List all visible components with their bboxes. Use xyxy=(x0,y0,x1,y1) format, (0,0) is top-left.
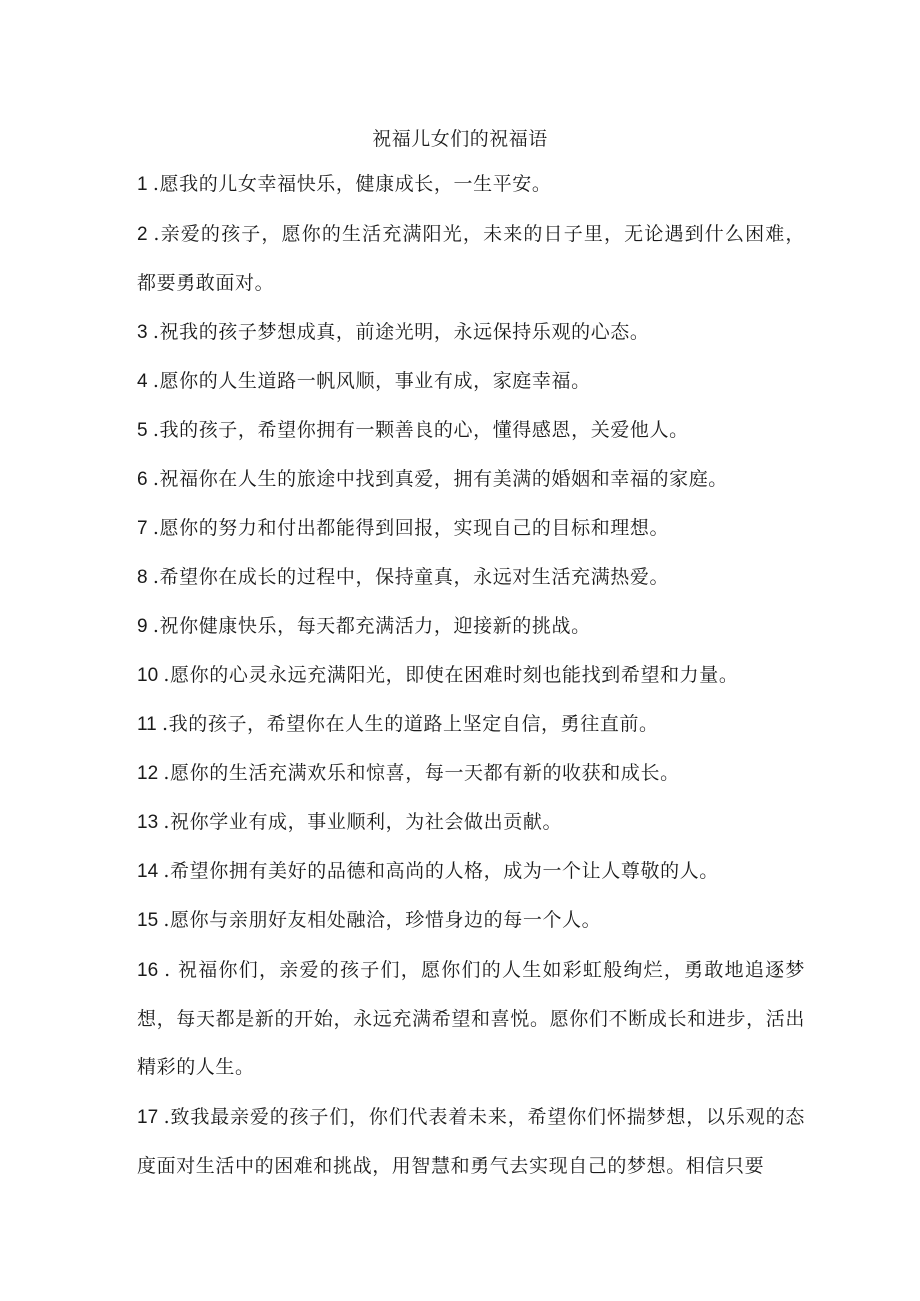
item-text: . 祝福你们，亲爱的孩子们，愿你们的人生如彩虹般绚烂，勇敢地追逐梦想，每天都是新的开始，永远充满希望和喜悦。愿你们不断成长和进步，活出精彩的人生。 xyxy=(137,959,805,1078)
list-item xyxy=(137,946,805,1091)
blessing-list xyxy=(137,170,805,1201)
item-text: .希望你拥有美好的品德和高尚的人格，成为一个让人尊敬的人。 xyxy=(163,860,719,882)
item-number: 5 xyxy=(137,420,148,441)
item-number: 15 xyxy=(137,910,159,931)
item-number: 9 xyxy=(137,616,148,637)
item-number: 4 xyxy=(137,371,148,392)
item-text: .亲爱的孩子，愿你的生活充满阳光，未来的日子里，无论遇到什么困难，都要勇敢面对。 xyxy=(137,223,806,294)
list-item xyxy=(137,759,805,788)
list-item xyxy=(137,808,805,837)
item-text: .致我最亲爱的孩子们，你们代表着未来，希望你们怀揣梦想，以乐观的态度面对生活中的困难和挑战，用智慧和勇气去实现自己的梦想。相信只要 xyxy=(137,1106,805,1177)
item-text: .祝福你在人生的旅途中找到真爱，拥有美满的婚姻和幸福的家庭。 xyxy=(152,468,728,490)
item-text: .我的孩子，希望你拥有一颗善良的心，懂得感恩，关爱他人。 xyxy=(152,419,689,441)
item-number: 7 xyxy=(137,518,148,539)
item-number: 6 xyxy=(137,469,148,490)
item-number: 1 xyxy=(137,174,148,195)
item-number: 13 xyxy=(137,812,159,833)
item-text: .希望你在成长的过程中，保持童真，永远对生活充满热爱。 xyxy=(152,566,670,588)
list-item xyxy=(137,416,805,445)
list-item xyxy=(137,710,805,739)
list-item xyxy=(137,210,805,307)
item-text: .我的孩子，希望你在人生的道路上坚定自信，勇往直前。 xyxy=(162,713,659,735)
item-text: .祝我的孩子梦想成真，前途光明，永远保持乐观的心态。 xyxy=(152,321,650,343)
item-text: .祝你学业有成，事业顺利，为社会做出贡献。 xyxy=(163,811,563,833)
list-item xyxy=(137,661,805,690)
item-text: .愿你与亲朋好友相处融洽，珍惜身边的每一个人。 xyxy=(163,909,602,931)
item-number: 3 xyxy=(137,322,148,343)
item-number: 17 xyxy=(137,1107,159,1128)
item-number: 11 xyxy=(137,714,157,735)
document-title: 祝福儿女们的祝福语 xyxy=(372,128,548,150)
item-number: 16 xyxy=(137,960,159,981)
list-item xyxy=(137,857,805,886)
list-item xyxy=(137,465,805,494)
item-text: .愿你的人生道路一帆风顺，事业有成，家庭幸福。 xyxy=(152,370,591,392)
list-item xyxy=(137,170,805,199)
item-text: .愿我的儿女幸福快乐，健康成长，一生平安。 xyxy=(152,173,552,195)
item-text: .祝你健康快乐，每天都充满活力，迎接新的挑战。 xyxy=(152,615,591,637)
list-item xyxy=(137,318,805,347)
item-text: .愿你的努力和付出都能得到回报，实现自己的目标和理想。 xyxy=(152,517,670,539)
item-number: 14 xyxy=(137,861,159,882)
list-item xyxy=(137,1093,805,1190)
item-text: .愿你的心灵永远充满阳光，即使在困难时刻也能找到希望和力量。 xyxy=(163,664,739,686)
item-text: .愿你的生活充满欢乐和惊喜，每一天都有新的收获和成长。 xyxy=(163,762,680,784)
item-number: 12 xyxy=(137,763,159,784)
item-number: 10 xyxy=(137,665,159,686)
list-item xyxy=(137,906,805,935)
list-item xyxy=(137,514,805,543)
list-item xyxy=(137,563,805,592)
list-item xyxy=(137,367,805,396)
item-number: 2 xyxy=(137,224,148,245)
item-number: 8 xyxy=(137,567,148,588)
list-item xyxy=(137,612,805,641)
